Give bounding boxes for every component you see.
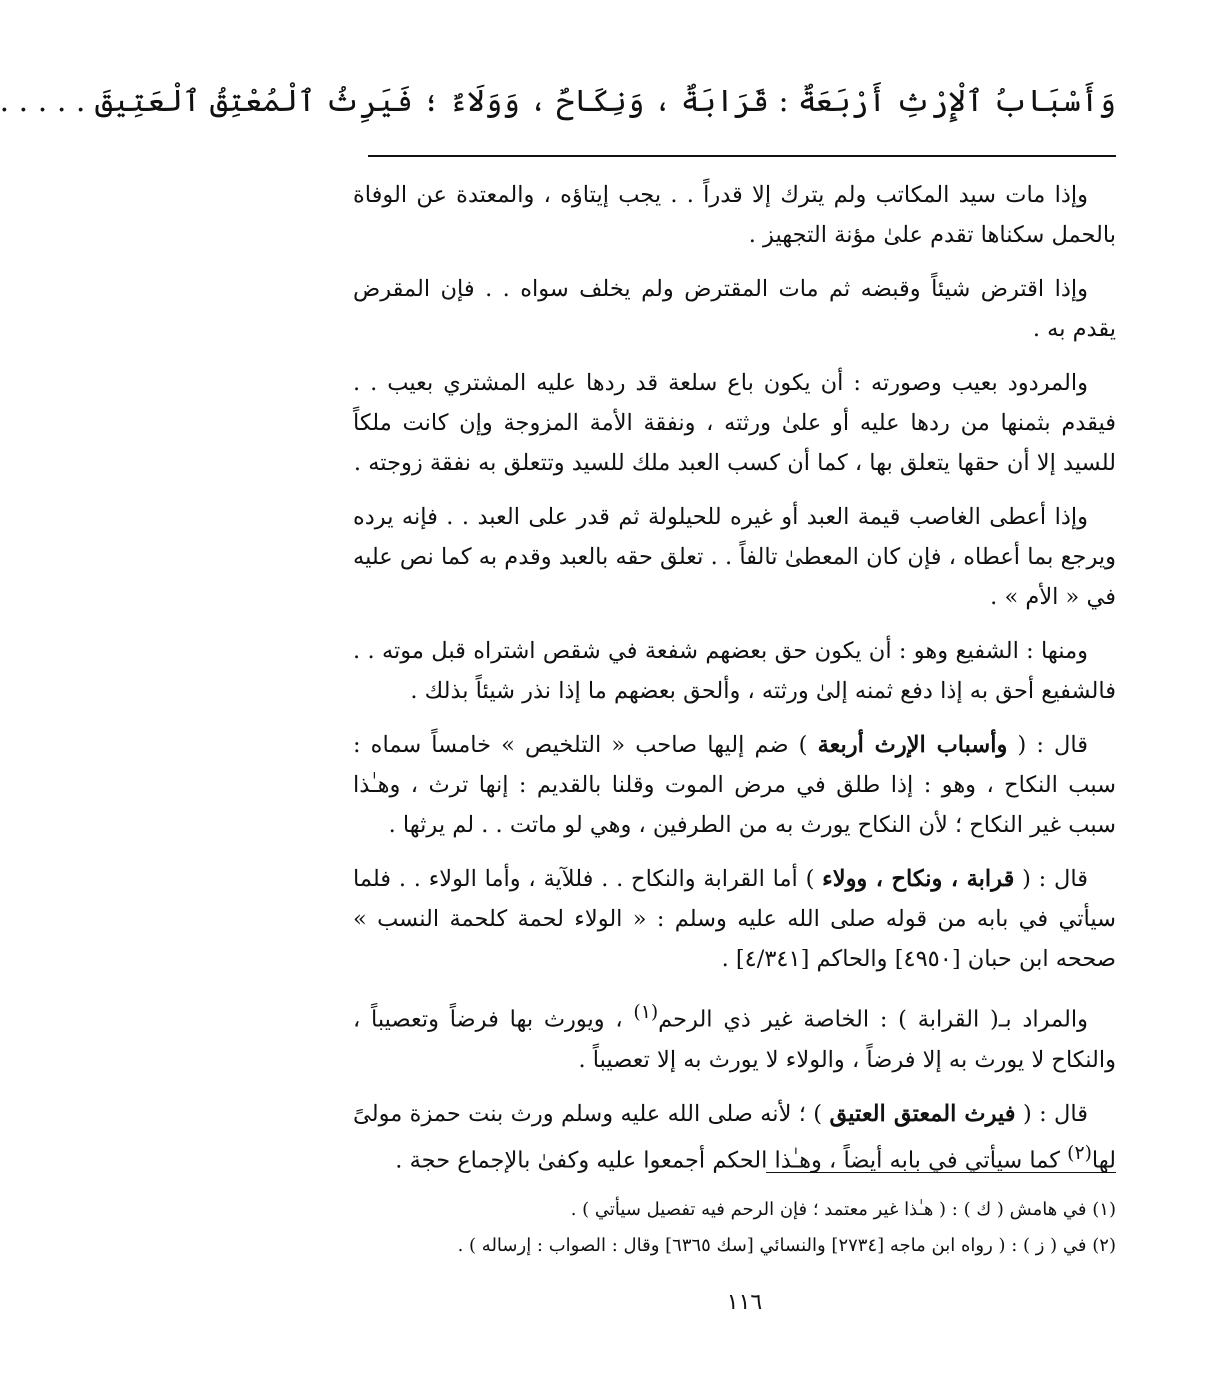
paragraph-lead: قال : ( [1022, 866, 1088, 892]
footnote-ref: (١) [633, 1002, 659, 1023]
paragraph [353, 993, 1116, 1080]
paragraph-lead: قال : ( [1022, 1100, 1089, 1127]
footnotes [363, 1192, 1116, 1264]
footnote-number: (٢) [1092, 1235, 1116, 1256]
footnote-number: (١) [1092, 1199, 1116, 1220]
paragraph [353, 859, 1116, 979]
footnote-text: في ( ز ) : ( رواه ابن ماجه [٢٧٣٤] والنسائي [سك ٦٣٦٥] وقال : الصواب : إرساله ) . [457, 1235, 1087, 1256]
paragraph: والمردود بعيب وصورته : أن يكون باع سلعة قد ردها عليه المشتري بعيب . . فيقدم بثمنها من ردها عليه أو علىٰ ورثته ، ونفقة الأمة المزوجة وإن كانت ملكاً للسيد إلا أن حقها يتعلق بها ، كما أن كسب العبد ملك للسيد وتتعلق به نفقة زوجته . [353, 370, 1116, 476]
paragraph [353, 1094, 1116, 1181]
paragraph-rest: ، ويورث بها فرضاً وتعصيباً ، والنكاح لا يورث به إلا فرضاً ، والولاء لا يورث به إلا تعصيباً . [353, 1006, 1116, 1073]
quoted-matn: وأسباب الإرث أربعة [817, 732, 1008, 758]
paragraph: وإذا أعطى الغاصب قيمة العبد أو غيره للحيلولة ثم قدر على العبد . . فإنه يرده ويرجع بما أعطاه ، فإن كان المعطىٰ تالفاً . . تعلق حقه بالعبد وقدم به كما نص عليه في « الأم » . [353, 504, 1116, 610]
paragraph-rest: ) ؛ لأنه صلى الله عليه وسلم ورث بنت حمزة مولىً لها [353, 1100, 1116, 1173]
paragraph: وإذا اقترض شيئاً وقبضه ثم مات المقترض ولم يخلف سواه . . فإن المقرض يقدم به . [353, 276, 1116, 342]
footnote-ref: (٢) [1067, 1142, 1092, 1164]
footnote-text: في هامش ( ك ) : ( هـٰذا غير معتمد ؛ فإن الرحم فيه تفصيل سيأتي ) . [570, 1199, 1087, 1220]
quoted-matn: قرابة ، ونكاح ، وولاء [822, 866, 1015, 892]
page-number: ١١٦ [726, 1290, 763, 1315]
footnote [363, 1228, 1116, 1264]
footnote-rule [766, 1172, 1116, 1173]
header-rule [368, 155, 1116, 157]
paragraph: وإذا مات سيد المكاتب ولم يترك إلا قدراً . . يجب إيتاؤه ، والمعتدة عن الوفاة بالحمل سكناها تقدم علىٰ مؤنة التجهيز . [353, 182, 1116, 248]
paragraph-rest: ) أما القرابة والنكاح . . فللآية ، وأما الولاء . . فلما سيأتي في بابه من قوله صلى الله عليه وسلم : « الولاء لحمة كلحمة النسب » صححه ابن حبان [٤٩٥٠] والحاكم [٤/٣٤١] . [353, 866, 1116, 972]
paragraph-lead: والمراد بـ( القرابة ) : الخاصة غير ذي الرحم [658, 1006, 1088, 1033]
paragraph-rest: ) ضم إليها صاحب « التلخيص » خامساً سماه : سبب النكاح ، وهو : إذا طلق في مرض الموت وقلنا بالقديم : إنها ترث ، وهـٰذا سبب غير النكاح ؛ لأن النكاح يورث به من الطرفين ، وهي لو ماتت . . لم يرثها . [353, 732, 1116, 838]
paragraph-lead: قال : ( [1017, 732, 1089, 758]
matn-header-line: وَأَسْبَابُ ٱلْإِرْثِ أَرْبَعَةٌ : قَرَابَةٌ ، وَنِكَاحٌ ، وَوَلَاءٌ ؛ فَيَرِثُ ٱلْمُعْتِقُ ٱلْعَتِيقَ . . . . . [0, 84, 1116, 119]
paragraph [353, 725, 1116, 845]
paragraph-rest: كما سيأتي في بابه أيضاً ، وهـٰذا الحكم أجمعوا عليه وكفىٰ بالإجماع حجة . [395, 1147, 1061, 1173]
footnote [363, 1192, 1116, 1228]
paragraph: ومنها : الشفيع وهو : أن يكون حق بعضهم شفعة في شقص اشتراه قبل موته . . فالشفيع أحق به إذا دفع ثمنه إلىٰ ورثته ، وألحق بعضهم ما إذا نذر شيئاً بذلك . [353, 638, 1116, 704]
quoted-matn: فيرث المعتق العتيق [829, 1100, 1016, 1127]
commentary-body [353, 175, 1116, 1194]
